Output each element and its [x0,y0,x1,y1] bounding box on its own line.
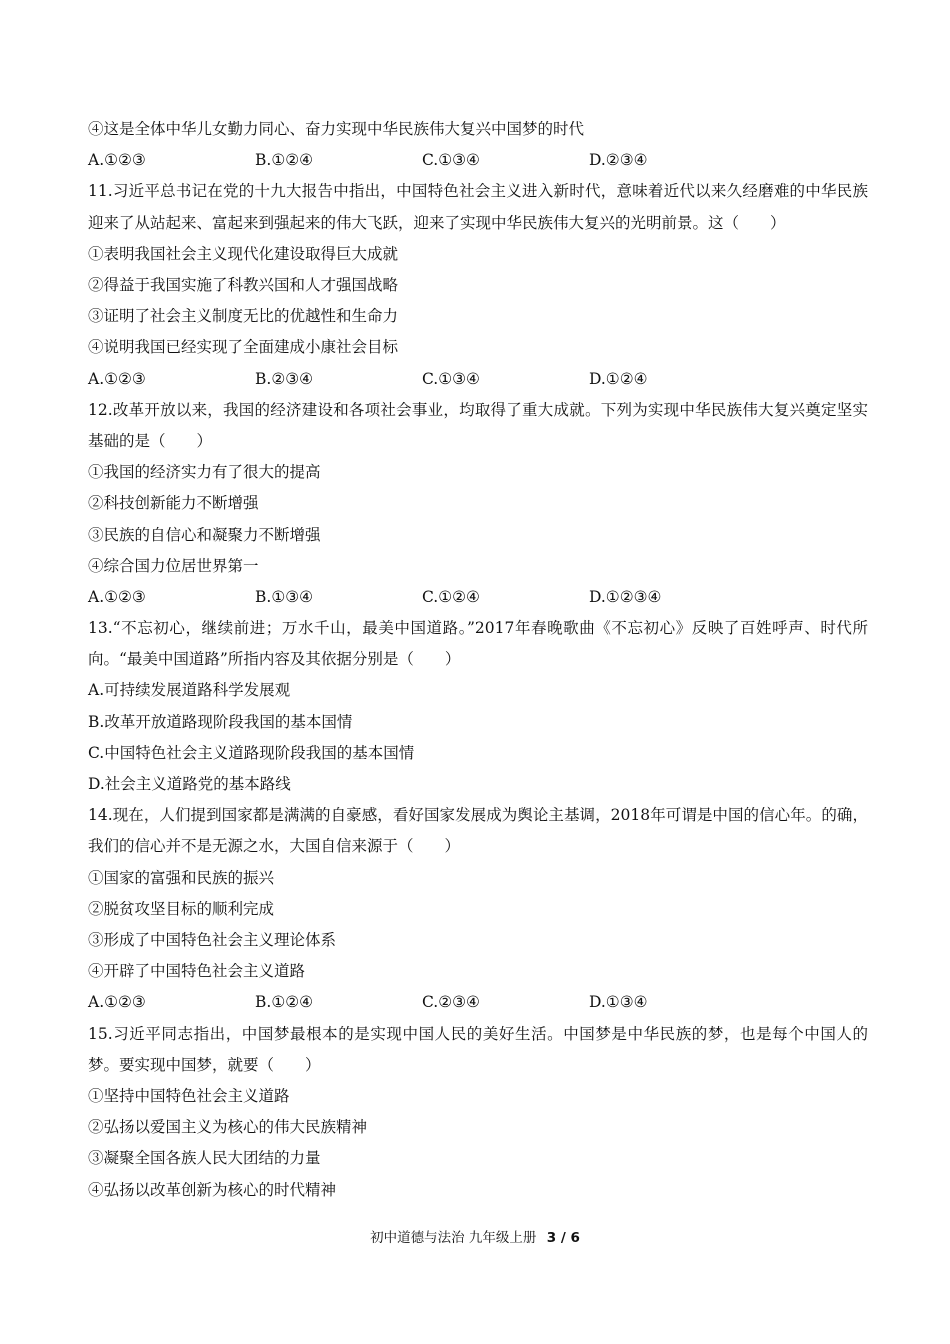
option: D.①②③④ [589,587,662,606]
item-line: ③民族的自信心和凝聚力不断增强 [88,525,321,544]
item-line: ①坚持中国特色社会主义道路 [88,1086,290,1105]
item-line: D.社会主义道路党的基本路线 [88,775,291,794]
option: B.①③④ [255,587,314,606]
item-line: ③形成了中国特色社会主义理论体系 [88,931,337,949]
option: D.①②④ [589,369,648,388]
item-line: ④这是全体中华儿女勤力同心、奋力实现中华民族伟大复兴中国梦的时代 [88,120,585,138]
question-13-stem: 13.“不忘初心，继续前进；万水千山，最美中国道路。”2017年春晚歌曲《不忘初心》反映了百姓呼声、时代所向。“最美中国道路”所指内容及其依据分别是（ ） [88,619,868,669]
question-14-stem: 14.现在，人们提到国家都是满满的自豪感，看好国家发展成为舆论主基调，2018年可谓是中国的信心年。的确，我们的信心并不是无源之水，大国自信来源于（ ） [88,806,868,856]
item-line: A.可持续发展道路科学发展观 [88,681,291,700]
options-row [88,364,868,395]
options-row [88,145,868,176]
item-line: B.改革开放道路现阶段我国的基本国情 [88,712,353,731]
option: C.②③④ [422,993,480,1012]
page-number: 3 / 6 [546,1230,580,1246]
options-row [88,582,868,613]
option: D.②③④ [589,151,648,170]
item-line: ①表明我国社会主义现代化建设取得巨大成就 [88,244,399,263]
item-line: ②得益于我国实施了科教兴国和人才强国战略 [88,275,399,294]
item-line: ④开辟了中国特色社会主义道路 [88,962,306,981]
footer-label: 初中道德与法治 九年级上册 [370,1230,537,1246]
option: D.①③④ [589,993,648,1012]
option: C.①③④ [422,369,480,388]
item-line: ②科技创新能力不断增强 [88,494,259,513]
item-line: ①国家的富强和民族的振兴 [88,868,275,887]
option: B.②③④ [255,369,314,388]
document-page [88,114,868,1206]
item-line: ④说明我国已经实现了全面建成小康社会目标 [88,338,399,357]
question-11-stem: 11.习近平总书记在党的十九大报告中指出，中国特色社会主义进入新时代，意味着近代以来久经磨难的中华民族迎来了从站起来、富起来到强起来的伟大飞跃，迎来了实现中华民族伟大复兴的光明前景。这（ ） [88,182,868,232]
options-row [88,987,868,1018]
page-footer [0,1226,950,1246]
question-12-stem: 12.改革开放以来，我国的经济建设和各项社会事业，均取得了重大成就。下列为实现中华民族伟大复兴奠定坚实基础的是（ ） [88,400,868,450]
option: A.①②③ [88,993,146,1012]
option: C.①②④ [422,587,480,606]
option: A.①②③ [88,369,146,388]
item-line: ③凝聚全国各族人民大团结的力量 [88,1149,321,1168]
item-line: ①我国的经济实力有了很大的提高 [88,463,321,482]
option: A.①②③ [88,151,146,170]
option: B.①②④ [255,151,314,170]
item-line: ④综合国力位居世界第一 [88,556,259,575]
item-line: ③证明了社会主义制度无比的优越性和生命力 [88,307,399,326]
option: C.①③④ [422,151,480,170]
item-line: ②脱贫攻坚目标的顺利完成 [88,899,275,918]
option: A.①②③ [88,587,146,606]
question-15-stem: 15.习近平同志指出，中国梦最根本的是实现中国人民的美好生活。中国梦是中华民族的梦，也是每个中国人的梦。要实现中国梦，就要（ ） [88,1024,868,1074]
item-line: ②弘扬以爱国主义为核心的伟大民族精神 [88,1118,368,1137]
option: B.①②④ [255,993,314,1012]
item-line: ④弘扬以改革创新为核心的时代精神 [88,1180,337,1199]
item-line: C.中国特色社会主义道路现阶段我国的基本国情 [88,743,415,762]
